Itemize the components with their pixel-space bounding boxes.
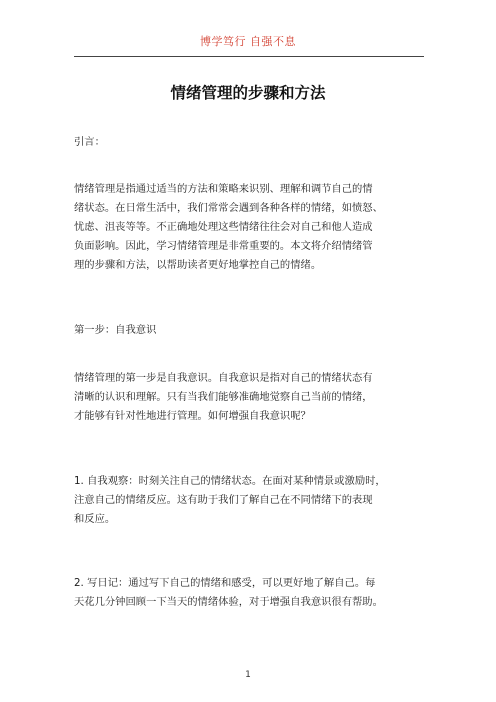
diary-item — [74, 574, 434, 612]
header-motto: 博学笃行 自强不息 — [200, 35, 296, 48]
text-line: 负面影响。因此，学习情绪管理是非常重要的。本文将介绍情绪管 — [74, 240, 373, 252]
text-line: 2. 写日记：通过写下自己的情绪和感受，可以更好地了解自己。每 — [74, 577, 376, 589]
intro-heading — [74, 133, 434, 152]
text-line: 第一步：自我意识 — [74, 324, 157, 336]
text-line: 情绪管理是指通过适当的方法和策略来识别、理解和调节自己的情 — [74, 183, 373, 195]
text-line: 和反应。 — [74, 513, 116, 525]
text-line: 才能够有针对性地进行管理。如何增强自我意识呢？ — [74, 410, 311, 422]
text-line: 1. 自我观察：时刻关注自己的情绪状态。在面对某种情景或激励时， — [74, 475, 386, 487]
header-divider — [74, 56, 424, 57]
text-line: 天花几分钟回顾一下当天的情绪体验，对于增强自我意识很有帮助。 — [74, 596, 383, 608]
text-line: 注意自己的情绪反应。这有助于我们了解自己在不同情绪下的表现 — [74, 494, 373, 506]
intro-paragraph — [74, 180, 434, 275]
step-one-heading — [74, 321, 434, 340]
text-line: 理的步骤和方法，以帮助读者更好地掌控自己的情绪。 — [74, 259, 322, 271]
text-line: 忧虑、沮丧等等。不正确地处理这些情绪往往会对自己和他人造成 — [74, 221, 373, 233]
step-one-paragraph — [74, 369, 434, 426]
document-title: 情绪管理的步骤和方法 — [170, 84, 326, 102]
self-observation-item — [74, 472, 434, 529]
text-line: 清晰的认识和理解。只有当我们能够准确地觉察自己当前的情绪， — [74, 391, 373, 403]
text-line: 情绪管理的第一步是自我意识。自我意识是指对自己的情绪状态有 — [74, 372, 373, 384]
page-number: 1 — [245, 670, 251, 680]
text-line: 绪状态。在日常生活中，我们常常会遇到各种各样的情绪，如愤怒、 — [74, 202, 383, 214]
text-line: 引言： — [74, 136, 105, 148]
